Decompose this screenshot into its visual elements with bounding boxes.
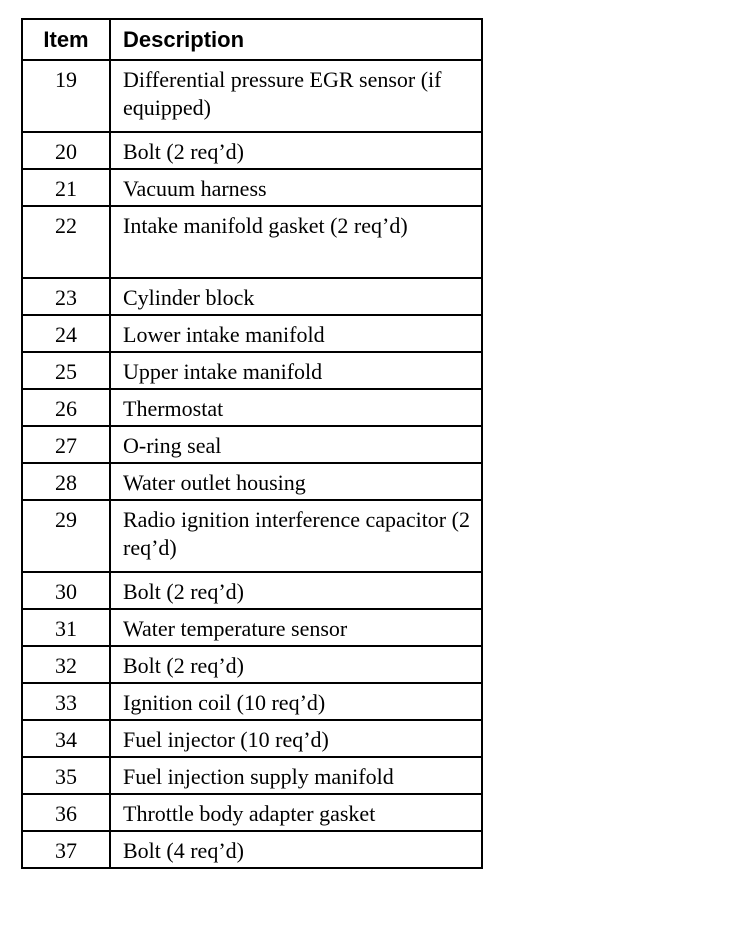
item-number: 24: [22, 315, 110, 352]
table-body: [22, 60, 482, 868]
item-number: 20: [22, 132, 110, 169]
item-description: Radio ignition interference capacitor (2 req’d): [110, 500, 482, 572]
table-row: [22, 352, 482, 389]
item-description: Thermostat: [110, 389, 482, 426]
table-row: [22, 646, 482, 683]
table-row: [22, 794, 482, 831]
item-description: Ignition coil (10 req’d): [110, 683, 482, 720]
table-row: [22, 426, 482, 463]
item-number: 22: [22, 206, 110, 278]
item-number: 26: [22, 389, 110, 426]
item-column-header: Item: [22, 19, 110, 60]
item-description: Fuel injector (10 req’d): [110, 720, 482, 757]
item-number: 21: [22, 169, 110, 206]
parts-table: [21, 18, 483, 869]
item-number: 27: [22, 426, 110, 463]
item-description: Lower intake manifold: [110, 315, 482, 352]
item-description: Upper intake manifold: [110, 352, 482, 389]
item-description: Water outlet housing: [110, 463, 482, 500]
table-row: [22, 500, 482, 572]
item-number: 34: [22, 720, 110, 757]
table-row: [22, 463, 482, 500]
table-row: [22, 572, 482, 609]
item-number: 30: [22, 572, 110, 609]
table-row: [22, 169, 482, 206]
item-number: 28: [22, 463, 110, 500]
item-number: 35: [22, 757, 110, 794]
item-description: Vacuum harness: [110, 169, 482, 206]
item-description: Throttle body adapter gasket: [110, 794, 482, 831]
item-number: 31: [22, 609, 110, 646]
item-number: 37: [22, 831, 110, 868]
table-row: [22, 278, 482, 315]
item-description: Bolt (2 req’d): [110, 572, 482, 609]
table-row: [22, 315, 482, 352]
table-row: [22, 609, 482, 646]
header-row: [22, 19, 482, 60]
table-row: [22, 206, 482, 278]
table-row: [22, 60, 482, 132]
item-description: Bolt (4 req’d): [110, 831, 482, 868]
item-description: O-ring seal: [110, 426, 482, 463]
table-header: [22, 19, 482, 60]
item-number: 25: [22, 352, 110, 389]
table-row: [22, 683, 482, 720]
item-description: Cylinder block: [110, 278, 482, 315]
item-description: Fuel injection supply manifold: [110, 757, 482, 794]
item-description: Differential pressure EGR sensor (if equipped): [110, 60, 482, 132]
table-row: [22, 720, 482, 757]
item-description: Bolt (2 req’d): [110, 646, 482, 683]
item-description: Water temperature sensor: [110, 609, 482, 646]
table-row: [22, 132, 482, 169]
item-number: 36: [22, 794, 110, 831]
item-number: 33: [22, 683, 110, 720]
table-row: [22, 389, 482, 426]
item-description: Bolt (2 req’d): [110, 132, 482, 169]
item-number: 19: [22, 60, 110, 132]
item-number: 23: [22, 278, 110, 315]
item-description: Intake manifold gasket (2 req’d): [110, 206, 482, 278]
table-row: [22, 831, 482, 868]
description-column-header: Description: [110, 19, 482, 60]
item-number: 32: [22, 646, 110, 683]
table-row: [22, 757, 482, 794]
item-number: 29: [22, 500, 110, 572]
